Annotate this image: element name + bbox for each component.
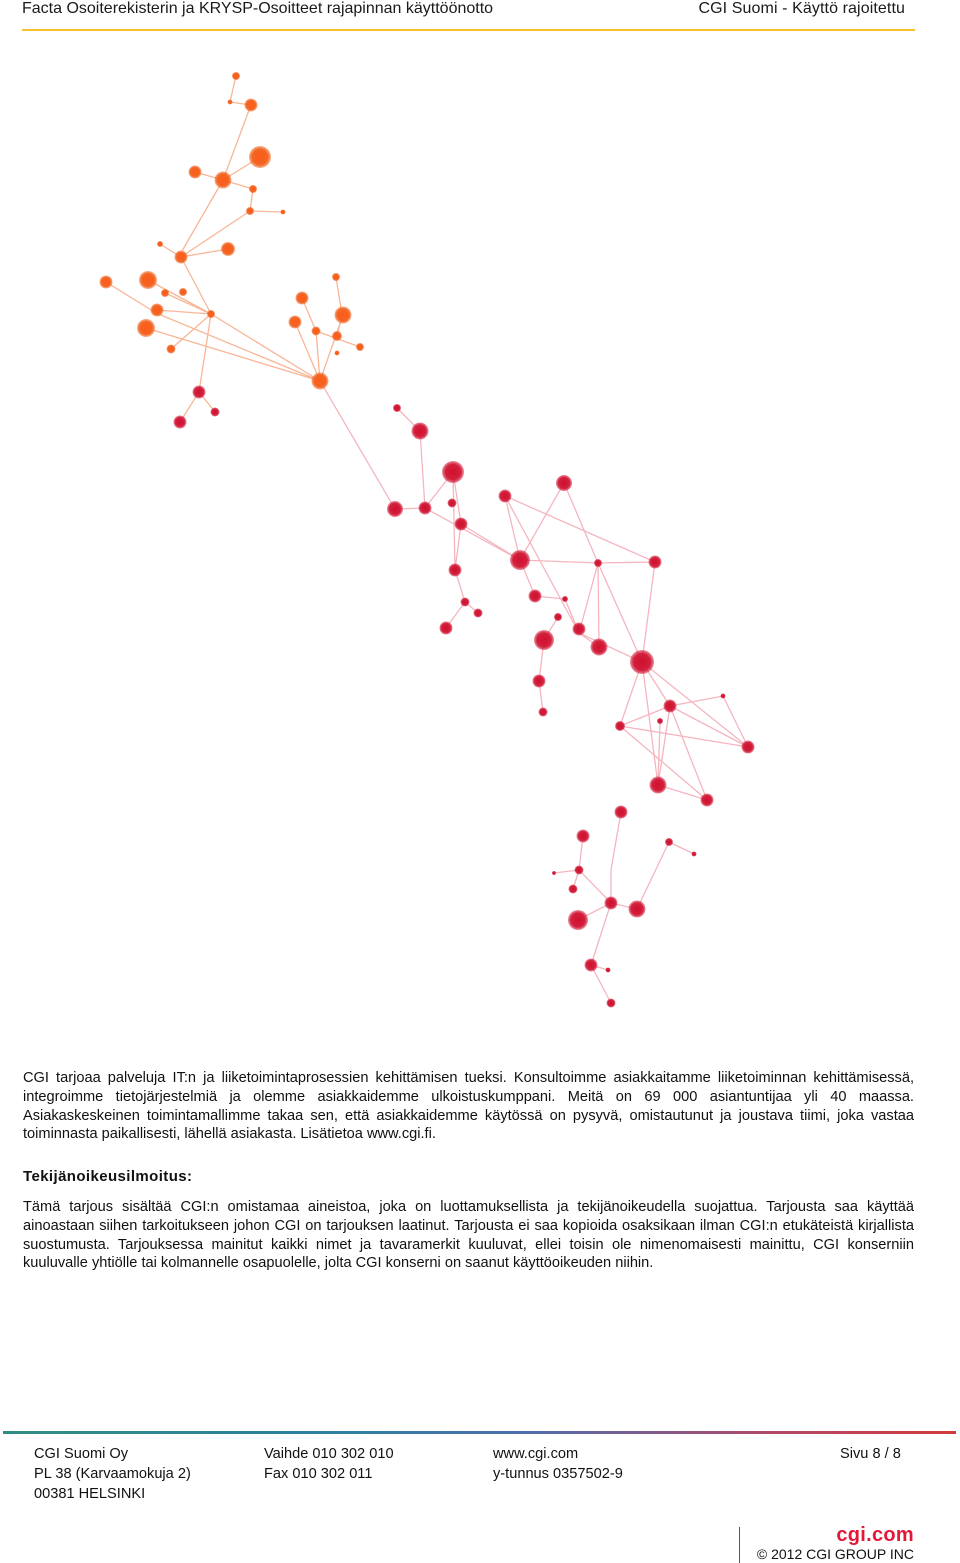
company-intro-paragraph: CGI tarjoaa palveluja IT:n ja liiketoimintaprosessien kehittämisen tueksi. Konsultoimme asiakkaitamme liiketoiminnan kehittämisessä, integroimme tietojärjestelmiä ja olemme asiakkaidemme ulkoistuskumppani. Meitä on 69 000 asiantuntijaa yli 40 maassa. Asiakaskeskeinen toimintamallimme takaa sen, että asiakkaidemme käytössä on pysyvä, omistautunut ja joustava tiimi, joka vastaa toiminnasta paikallisesti, lähellä asiakasta. Lisätietoa www.cgi.fi. [23, 1070, 914, 1143]
copyright-heading: Tekijänoikeusilmoitus: [23, 1168, 193, 1185]
copyright-text: Tämä tarjous sisältää CGI:n omistamaa aineistoa, joka on luottamuksellista ja tekijänoikeudella suojattua. Tarjousta saa käyttää ainoastaan siihen tarkoitukseen johon CGI on tarjouksen laatinut. Tarjousta ei saa kopioida osaksikaan ilman CGI:n etukäteistä kirjallista suostumusta. Tarjouksessa mainitut kaikki nimet ja tavaramerkit kuuluvat, ellei toisin ole nimenomaisesti mainittu, CGI konserniin kuuluvalle yhtiölle tai kolmannelle osapuolelle, jolta CGI konserni on saanut käyttöoikeuden niihin. [23, 1199, 914, 1272]
network-nodes-red [174, 386, 755, 1008]
page-header [22, 0, 915, 31]
footer-company-name: CGI Suomi Oy [34, 1446, 129, 1462]
brand-copyright: © 2012 CGI GROUP INC [756, 1546, 914, 1562]
network-links [106, 76, 748, 1003]
footer-company-block [34, 1444, 191, 1504]
footer-page-number [840, 1444, 901, 1464]
document-title: Facta Osoiterekisterin ja KRYSP-Osoitteet rajapinnan käyttöönotto [22, 0, 494, 17]
footer-phone: Vaihde 010 302 010 [264, 1446, 394, 1462]
network-illustration [80, 60, 800, 1020]
footer-company-city: 00381 HELSINKI [34, 1486, 146, 1502]
brand-divider [739, 1527, 740, 1563]
network-nodes-orange [100, 72, 365, 390]
footer-web-block [493, 1444, 623, 1484]
footer-fax: Fax 010 302 011 [264, 1466, 373, 1482]
footer-divider [3, 1431, 956, 1434]
footer-business-id: y-tunnus 0357502-9 [493, 1466, 623, 1482]
footer-phone-block [264, 1444, 394, 1484]
classification-label: CGI Suomi - Käyttö rajoitettu [698, 0, 905, 17]
footer-website-link[interactable]: www.cgi.com [493, 1446, 579, 1462]
footer-company-address: PL 38 (Karvaamokuja 2) [34, 1466, 191, 1482]
page-number: Sivu 8 / 8 [840, 1446, 901, 1462]
cgi-logo-text[interactable]: cgi.com [836, 1524, 914, 1546]
